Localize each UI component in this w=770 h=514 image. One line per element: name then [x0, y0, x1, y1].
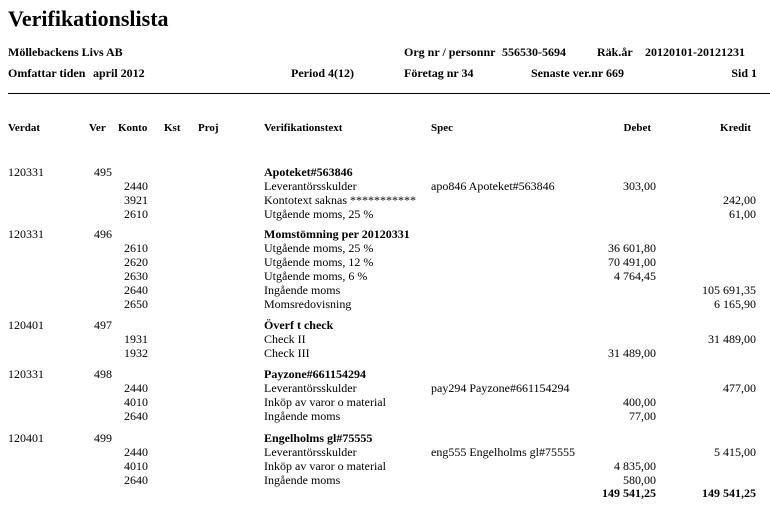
line-debet: 400,00: [623, 395, 656, 409]
line-debet: 70 491,00: [608, 255, 656, 269]
voucher-date: 120331: [8, 367, 44, 381]
line-account: 2440: [124, 381, 148, 395]
col-verdat: Verdat: [8, 122, 40, 134]
total-debet: 149 541,25: [602, 486, 656, 500]
line-text: Momsredovisning: [264, 297, 352, 311]
line-kredit: 6 165,90: [714, 297, 756, 311]
line-kredit: 477,00: [723, 381, 756, 395]
line-kredit: 5 415,00: [714, 445, 756, 459]
line-debet: 36 601,80: [608, 241, 656, 255]
line-text: Check III: [264, 346, 310, 360]
col-text: Verifikationstext: [264, 122, 343, 134]
line-text: Kontotext saknas ***********: [264, 193, 416, 207]
line-account: 4010: [124, 395, 148, 409]
line-account: 1931: [124, 332, 148, 346]
org-number: 556530-5694: [502, 45, 566, 59]
line-debet: 303,00: [623, 179, 656, 193]
period-number: Period 4(12): [291, 66, 354, 80]
voucher-date: 120331: [8, 165, 44, 179]
line-account: 2640: [124, 473, 148, 487]
line-account: 2650: [124, 297, 148, 311]
line-debet: 77,00: [629, 409, 656, 423]
report-title: Verifikationslista: [8, 6, 169, 31]
line-account: 3921: [124, 193, 148, 207]
line-text: Utgående moms, 25 %: [264, 207, 374, 221]
voucher-number: 495: [94, 165, 112, 179]
line-text: Ingående moms: [264, 283, 341, 297]
period-value: april 2012: [93, 66, 145, 80]
line-account: 2440: [124, 179, 148, 193]
col-spec: Spec: [431, 122, 453, 134]
org-label: Org nr / personnr: [404, 45, 496, 59]
line-account: 2620: [124, 255, 148, 269]
line-kredit: 242,00: [723, 193, 756, 207]
page-number: Sid 1: [731, 66, 757, 80]
line-account: 2610: [124, 207, 148, 221]
line-debet: 4 835,00: [614, 459, 656, 473]
period-label: Omfattar tiden: [8, 66, 86, 80]
line-text: Utgående moms, 25 %: [264, 241, 374, 255]
line-text: Utgående moms, 12 %: [264, 255, 374, 269]
line-text: Utgående moms, 6 %: [264, 269, 368, 283]
col-ver: Ver: [89, 122, 106, 134]
voucher-number: 499: [94, 431, 112, 445]
col-debet: Debet: [623, 122, 651, 134]
line-text: Leverantörsskulder: [264, 445, 357, 459]
voucher-title: Momstömning per 20120331: [264, 227, 410, 241]
line-debet: 31 489,00: [608, 346, 656, 360]
voucher-title: Apoteket#563846: [264, 165, 353, 179]
voucher-title: Överf t check: [264, 318, 334, 332]
voucher-date: 120401: [8, 318, 44, 332]
line-account: 2640: [124, 409, 148, 423]
header-divider: [8, 93, 770, 94]
line-spec: pay294 Payzone#661154294: [431, 381, 570, 395]
total-kredit: 149 541,25: [702, 486, 756, 500]
line-spec: eng555 Engelholms gl#75555: [431, 445, 575, 459]
line-account: 2630: [124, 269, 148, 283]
line-account: 2610: [124, 241, 148, 255]
line-debet: 4 764,45: [614, 269, 656, 283]
line-text: Ingående moms: [264, 473, 341, 487]
line-text: Check II: [264, 332, 306, 346]
company-number: Företag nr 34: [404, 66, 474, 80]
line-text: Inköp av varor o material: [264, 395, 386, 409]
fiscal-year-value: 20120101-20121231: [645, 45, 745, 59]
voucher-number: 497: [94, 318, 112, 332]
voucher-date: 120401: [8, 431, 44, 445]
fiscal-year-label: Räk.år: [597, 45, 633, 59]
line-kredit: 61,00: [729, 207, 756, 221]
line-kredit: 31 489,00: [708, 332, 756, 346]
company-name: Möllebackens Livs AB: [8, 45, 123, 59]
voucher-date: 120331: [8, 227, 44, 241]
line-text: Leverantörsskulder: [264, 381, 357, 395]
line-kredit: 105 691,35: [702, 283, 756, 297]
latest-voucher: Senaste ver.nr 669: [531, 66, 624, 80]
voucher-title: Payzone#661154294: [264, 367, 366, 381]
voucher-title: Engelholms gl#75555: [264, 431, 373, 445]
line-account: 1932: [124, 346, 148, 360]
line-account: 2640: [124, 283, 148, 297]
col-kst: Kst: [164, 122, 181, 134]
voucher-number: 496: [94, 227, 112, 241]
col-proj: Proj: [198, 122, 219, 134]
line-account: 4010: [124, 459, 148, 473]
line-spec: apo846 Apoteket#563846: [431, 179, 555, 193]
line-text: Ingående moms: [264, 409, 341, 423]
col-kredit: Kredit: [720, 122, 751, 134]
col-konto: Konto: [118, 122, 148, 134]
line-text: Inköp av varor o material: [264, 459, 386, 473]
voucher-number: 498: [94, 367, 112, 381]
line-text: Leverantörsskulder: [264, 179, 357, 193]
line-debet: 580,00: [623, 473, 656, 487]
line-account: 2440: [124, 445, 148, 459]
